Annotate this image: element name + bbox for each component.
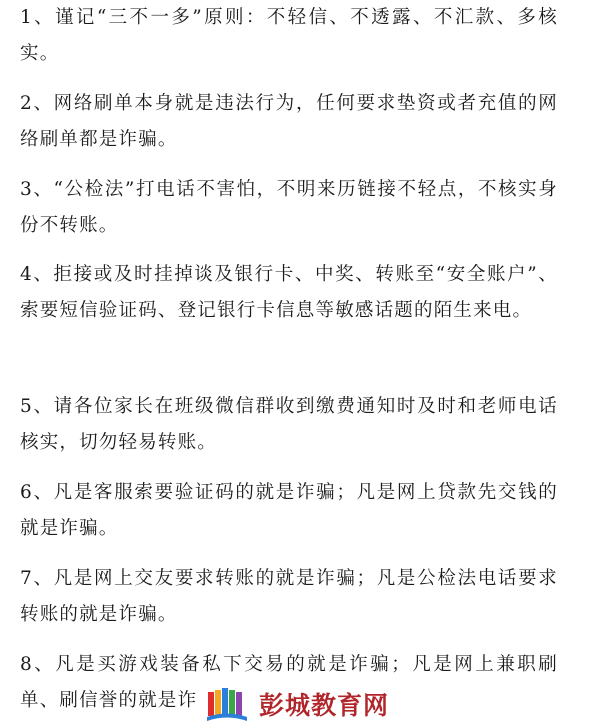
tip-item-1: 1、谨记“三不一多”原则：不轻信、不透露、不汇款、多核实。 — [20, 7, 558, 64]
tip-item-4: 4、拒接或及时挂掉谈及银行卡、中奖、转账至“安全账户”、索要短信验证码、登记银行卡信息等敏感话题的陌生来电。 — [20, 264, 558, 321]
watermark-text: 彭城教育网 — [259, 691, 390, 720]
book-logo-icon — [205, 684, 249, 724]
site-watermark — [205, 680, 405, 728]
tip-item-3: 3、“公检法”打电话不害怕，不明来历链接不轻点，不核实身份不转账。 — [20, 179, 558, 236]
tip-item-6: 6、凡是客服索要验证码的就是诈骗；凡是网上贷款先交钱的就是诈骗。 — [20, 482, 558, 539]
tip-item-7: 7、凡是网上交友要求转账的就是诈骗；凡是公检法电话要求转账的就是诈骗。 — [20, 568, 558, 625]
tip-item-8: 8、凡是买游戏装备私下交易的就是诈骗；凡是网上兼职刷单、刷信誉的就是诈 — [20, 654, 558, 711]
tip-item-5: 5、请各位家长在班级微信群收到缴费通知时及时和老师电话核实，切勿轻易转账。 — [20, 396, 558, 453]
tip-item-2: 2、网络刷单本身就是违法行为，任何要求垫资或者充值的网络刷单都是诈骗。 — [20, 93, 558, 150]
